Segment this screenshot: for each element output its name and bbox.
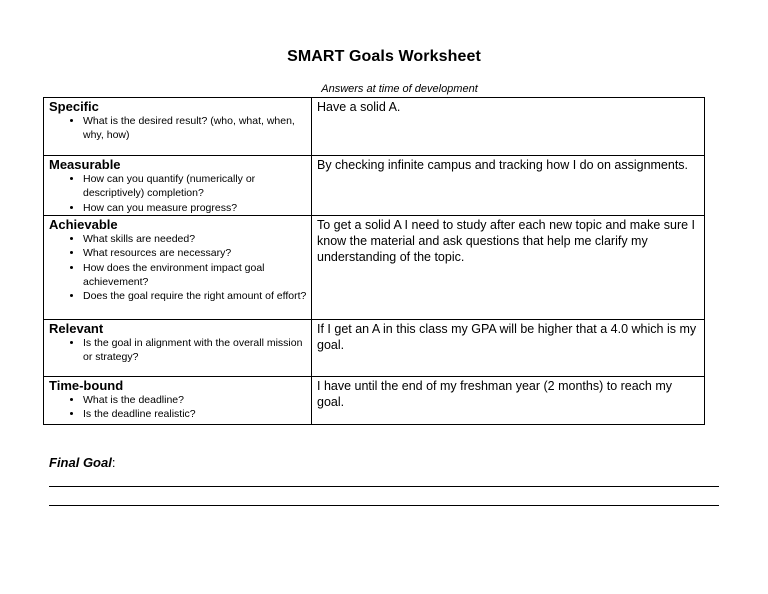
category-label: Measurable bbox=[49, 157, 121, 172]
question-item: • How does the environment impact goal achievement? bbox=[83, 261, 307, 290]
final-goal-colon: : bbox=[111, 455, 116, 470]
answer-cell: If I get an A in this class my GPA will be higher that a 4.0 which is my goal. bbox=[312, 320, 705, 377]
final-goal-text: Final Goal bbox=[49, 455, 112, 470]
question-item: • How can you measure progress? bbox=[83, 201, 307, 215]
table-row bbox=[44, 156, 705, 216]
smart-goals-table bbox=[43, 97, 705, 425]
table-row bbox=[44, 320, 705, 377]
question-item: • How can you quantify (numerically or descriptively) completion? bbox=[83, 172, 307, 201]
table-row bbox=[44, 377, 705, 425]
page-title: SMART Goals Worksheet bbox=[287, 48, 481, 65]
question-list bbox=[49, 172, 307, 215]
question-list bbox=[49, 232, 307, 303]
question-list bbox=[49, 393, 307, 422]
question-list bbox=[49, 336, 307, 365]
question-item: • What resources are necessary? bbox=[83, 246, 307, 260]
answer-cell: To get a solid A I need to study after each new topic and make sure I know the material and ask questions that help me clarify my understanding of the topic. bbox=[312, 216, 705, 320]
table-row bbox=[44, 98, 705, 156]
table-row bbox=[44, 216, 705, 320]
category-cell bbox=[44, 98, 312, 156]
question-item: • Is the goal in alignment with the overall mission or strategy? bbox=[83, 336, 307, 365]
category-label: Time-bound bbox=[49, 378, 124, 393]
question-item: • What is the deadline? bbox=[83, 393, 307, 407]
question-item: • Is the deadline realistic? bbox=[83, 407, 307, 421]
column-subtitle: Answers at time of development bbox=[321, 83, 478, 95]
answer-cell: I have until the end of my freshman year (2 months) to reach my goal. bbox=[312, 377, 705, 425]
category-label: Specific bbox=[49, 99, 99, 114]
category-cell bbox=[44, 320, 312, 377]
category-cell bbox=[44, 216, 312, 320]
answer-cell: By checking infinite campus and tracking how I do on assignments. bbox=[312, 156, 705, 216]
question-item: • Does the goal require the right amount of effort? bbox=[83, 289, 307, 303]
question-item: • What is the desired result? (who, what, when, why, how) bbox=[83, 114, 307, 143]
answer-line-2 bbox=[49, 505, 719, 506]
category-label: Achievable bbox=[49, 217, 118, 232]
answer-cell: Have a solid A. bbox=[312, 98, 705, 156]
final-goal-label bbox=[49, 455, 115, 470]
question-item: • What skills are needed? bbox=[83, 232, 307, 246]
category-cell bbox=[44, 377, 312, 425]
question-list bbox=[49, 114, 307, 143]
answer-line-1 bbox=[49, 486, 719, 487]
category-label: Relevant bbox=[49, 321, 104, 336]
category-cell bbox=[44, 156, 312, 216]
